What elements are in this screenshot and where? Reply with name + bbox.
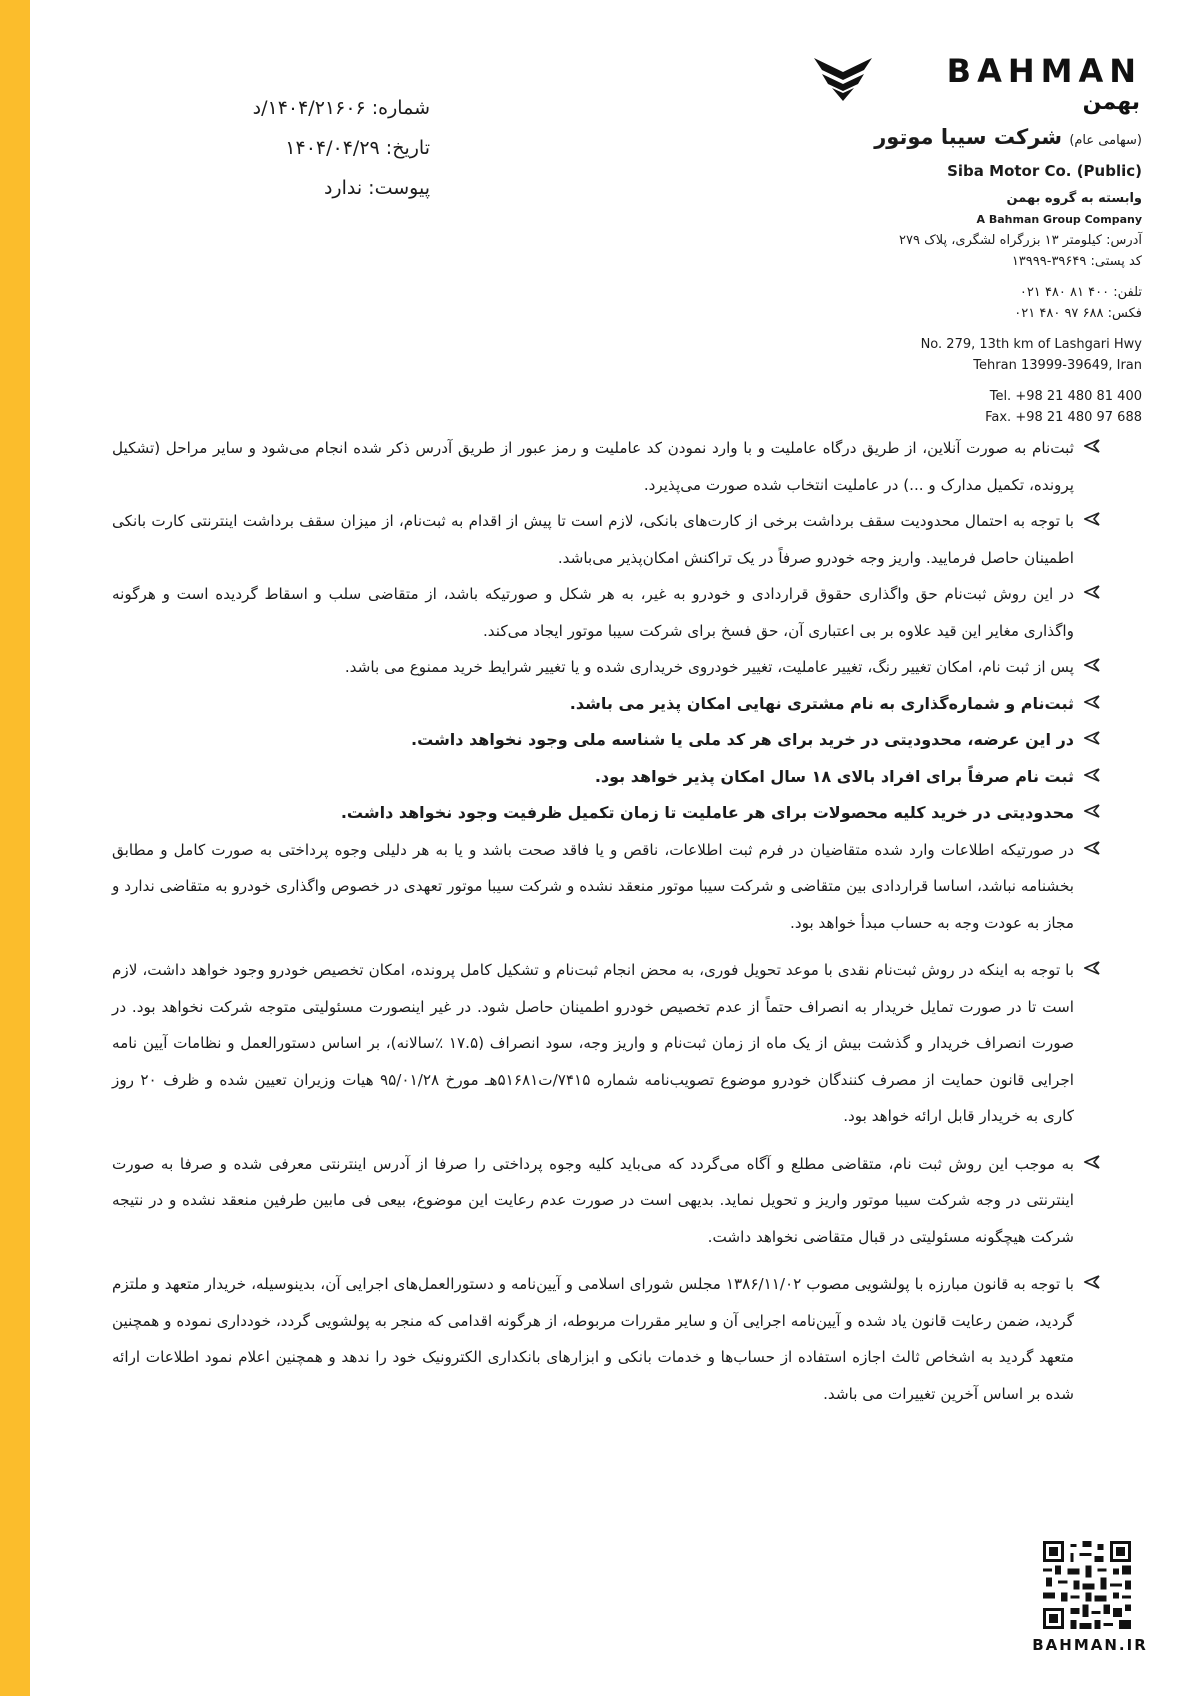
arrow-bullet-icon (1084, 841, 1100, 855)
arrow-bullet-icon (1084, 695, 1100, 709)
company-type: (سهامی عام) (1069, 133, 1142, 148)
list-item: با توجه به قانون مبارزه با پولشویی مصوب ۱۳۸۶/۱۱/۰۲ مجلس شورای اسلامی و آیین‌نامه و دستورالعمل‌های اجرایی آن، بدینوسیله، خریدار متعهد و ملتزم گردید، ضمن رعایت قانون یاد شده و آیین‌نامه اجرایی آن و سایر مقررات مربوطه، از هرگونه اقدامی که منجر به پولشویی گردد، خودداری نموده و همچنین متعهد گردید به اشخاص ثالث اجازه استفاده از حساب‌ها و خدمات بانکی و ابزارهای بانکداری الکترونیک خود را ندهد و همچنین اعلام نمود اطلاعات ارائه شده بر اساس آخرین تغییرات می باشد. (112, 1266, 1102, 1412)
list-item: ثبت نام صرفاً برای افراد بالای ۱۸ سال امکان پذیر خواهد بود. (112, 759, 1102, 796)
group-affiliation-english: A Bahman Group Company (976, 213, 1142, 226)
qr-code-icon (1043, 1541, 1131, 1629)
list-item: ثبت‌نام به صورت آنلاین، از طریق درگاه عاملیت و با وارد نمودن کد عاملیت و رمز عبور از طریق آدرس ذکر شده انجام می‌شود و سایر مراحل (تشکیل پرونده، تکمیل مدارک و ...) در عاملیت انتخاب شده صورت می‌پذیرد. (112, 430, 1102, 503)
arrow-bullet-icon (1084, 1275, 1100, 1289)
list-item: با توجه به اینکه در روش ثبت‌نام نقدی با موعد تحویل فوری، به محض انجام ثبت‌نام و تشکیل کامل پرونده، امکان تخصیص خودرو وجود خواهد داشت، لازم است تا در صورت تمایل خریدار به انصراف حتماً از عدم تخصیص خودرو اطمینان حاصل شود. در غیر اینصورت مسئولیتی متوجه شرکت نخواهد بود. در صورت انصراف خریدار و گذشت بیش از یک ماه از زمان ثبت‌نام و واریز وجه، سود انصراف (۱۷.۵ ٪سالانه)، بر اساس دستورالعمل و نظامات آیین نامه اجرایی قانون حمایت از مصرف کنندگان خودرو موضوع تصویب‌نامه شماره ۷۴۱۵/ت۵۱۶۸۱هـ مورخ ۹۵/۰۱/۲۸ هیات وزیران تعیین شده و ظرف ۲۰ روز کاری به خریدار قابل ارائه خواهد بود. (112, 952, 1102, 1135)
postal-code-farsi: کد پستی: ۳۹۶۴۹-۱۳۹۹۹ (1011, 254, 1142, 269)
address-english-line1: No. 279, 13th km of Lashgari Hwy (920, 337, 1142, 352)
bahman-emblem-icon (812, 54, 874, 102)
list-item: پس از ثبت نام، امکان تغییر رنگ، تغییر عاملیت، تغییر خودروی خریداری شده و یا تغییر شرایط خرید ممنوع می باشد. (112, 649, 1102, 686)
address-farsi: آدرس: کیلومتر ۱۳ بزرگراه لشگری، پلاک ۲۷۹ (899, 233, 1142, 248)
letter-meta (210, 88, 430, 208)
arrow-bullet-icon (1084, 804, 1100, 818)
fax-english: Fax. +98 21 480 97 688 (985, 410, 1142, 425)
brand-name-latin: BAHMAN (946, 52, 1142, 90)
arrow-bullet-icon (1084, 658, 1100, 672)
terms-list (112, 430, 1102, 1412)
website-label: BAHMAN.IR (1032, 1636, 1148, 1654)
list-item: در این روش ثبت‌نام حق واگذاری حقوق قراردادی و خودرو به غیر، به هر شکل و صورتیکه باشد، از متقاضی سلب و اسقاط گردیده است و هرگونه واگذاری مغایر این قید علاوه بر بی اعتباری آن، حق فسخ برای شرکت سیبا موتور ایجاد می‌کند. (112, 576, 1102, 649)
group-affiliation-farsi: وابسته به گروه بهمن (1006, 191, 1142, 206)
list-item: با توجه به احتمال محدودیت سقف برداشت برخی از کارت‌های بانکی، لازم است تا پیش از اقدام به ثبت‌نام، از میزان سقف برداشت اینترنتی کارت بانکی اطمینان حاصل فرمایید. واریز وجه خودرو صرفاً در یک تراکنش امکان‌پذیر می‌باشد. (112, 503, 1102, 576)
brand-name-farsi: بهمن (1082, 90, 1140, 115)
arrow-bullet-icon (1084, 1155, 1100, 1169)
letter-attachment: پیوست: ندارد (323, 177, 430, 199)
address-english-line2: Tehran 13999-39649, Iran (973, 358, 1142, 373)
arrow-bullet-icon (1084, 731, 1100, 745)
list-item: در صورتیکه اطلاعات وارد شده متقاضیان در فرم ثبت اطلاعات، ناقص و یا فاقد صحت باشد و یا به هر دلیلی وجوه پرداختی به صورت کامل و مطابق بخشنامه نباشد، اساسا قراردادی بین متقاضی و شرکت سیبا موتور منعقد نشده و شرکت سیبا موتور تعهدی در خصوص واگذاری خودرو به متقاضی ندارد و مجاز به عودت وجه به حساب مبدأ خواهد بود. (112, 832, 1102, 942)
left-accent-stripe (0, 0, 30, 1696)
letter-date: تاریخ: ۱۴۰۴/۰۴/۲۹ (285, 137, 430, 159)
company-name-english: Siba Motor Co. (Public) (947, 162, 1142, 180)
phone-farsi: تلفن: ۴۰۰ ۸۱ ۴۸۰ ۰۲۱ (1019, 285, 1142, 300)
arrow-bullet-icon (1084, 585, 1100, 599)
arrow-bullet-icon (1084, 512, 1100, 526)
arrow-bullet-icon (1084, 439, 1100, 453)
arrow-bullet-icon (1084, 961, 1100, 975)
list-item: محدودیتی در خرید کلیه محصولات برای هر عاملیت تا زمان تکمیل ظرفیت وجود نخواهد داشت. (112, 795, 1102, 832)
list-item: به موجب این روش ثبت نام، متقاضی مطلع و آگاه می‌گردد که می‌باید کلیه وجوه پرداختی را صرفا از آدرس اینترنتی معرفی شده و صرفا به صورت اینترنتی در وجه شرکت سیبا موتور واریز و تحویل نماید. بدیهی است در صورت عدم رعایت این موضوع، بیعی فی مابین طرفین منعقد نشده و در نتیجه شرکت هیچگونه مسئولیتی در قبال متقاضی نخواهد داشت. (112, 1146, 1102, 1256)
phone-english: Tel. +98 21 480 81 400 (989, 389, 1142, 404)
list-item: در این عرضه، محدودیتی در خرید برای هر کد ملی یا شناسه ملی وجود نخواهد داشت. (112, 722, 1102, 759)
list-item: ثبت‌نام و شماره‌گذاری به نام مشتری نهایی امکان پذیر می باشد. (112, 686, 1102, 723)
fax-farsi: فکس: ۶۸۸ ۹۷ ۴۸۰ ۰۲۱ (1014, 306, 1142, 321)
company-info (822, 120, 1142, 428)
brand-logo (812, 50, 1142, 115)
arrow-bullet-icon (1084, 768, 1100, 782)
letter-number: شماره: ۱۴۰۴/۲۱۶۰۶/د (252, 97, 430, 119)
company-name-farsi: (سهامی عام) شرکت سیبا موتور (874, 125, 1142, 149)
